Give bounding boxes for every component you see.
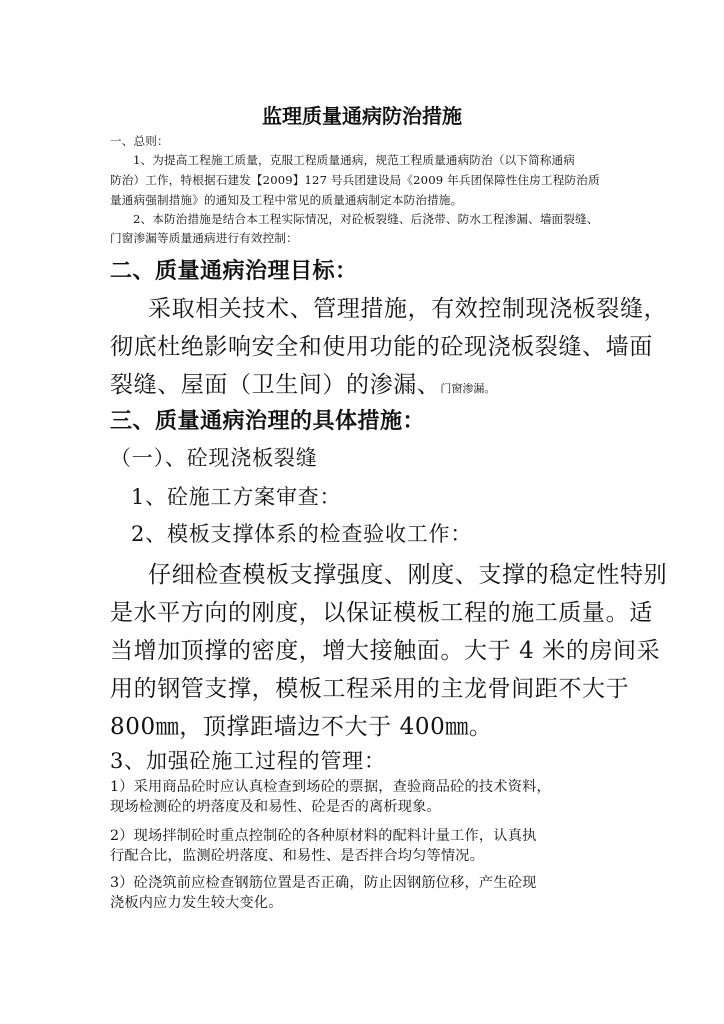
measure-3-line-1: 3）砼浇筑前应检查钢筋位置是否正确，防止因钢筋位移，产生砼现 <box>110 875 537 891</box>
measure-2-line-1: 2）现场拌制砼时重点控制砼的各种原材料的配料计量工作，认真执 <box>110 828 537 844</box>
general-paragraph-1-line-1: 1、为提高工程施工质量，克服工程质量通病，规范工程质量通病防治（以下简称通病 <box>133 153 576 167</box>
measure-3-line-2: 浇板内应力发生较大变化。 <box>110 895 283 911</box>
section-2-line-1: 采取相关技术、管理措施，有效控制现浇板裂缝， <box>148 296 668 322</box>
measure-1-line-2: 现场检测砼的坍落度及和易性、砼是否的离析现象。 <box>110 799 441 815</box>
section-2-line-2: 彻底杜绝影响安全和使用功能的砼现浇板裂缝、墙面 <box>110 334 653 360</box>
document-title: 监理质量通病防治措施 <box>262 104 462 128</box>
section-3-heading: 三、质量通病治理的具体措施： <box>110 409 426 434</box>
general-paragraph-1-line-2: 防治）工作，特根据石建发【2009】127 号兵团建设局《2009 年兵团保障性住房工程防治质 <box>110 173 600 187</box>
section-2-heading: 二、质量通病治理目标： <box>110 259 358 284</box>
formwork-paragraph-line-4: 用的钢管支撑，模板工程采用的主龙骨间距不大于 <box>110 676 630 702</box>
section-2-line-3-text: 裂缝、屋面（卫生间）的渗漏、 <box>110 372 441 398</box>
formwork-paragraph-line-1: 仔细检查模板支撑强度、刚度、支撑的稳定性特别 <box>148 562 668 588</box>
measure-2-line-2: 行配合比，监测砼坍落度、和易性、是否拌合均匀等情况。 <box>110 848 485 864</box>
section-2-line-3-small-text: 门窗渗漏。 <box>440 382 496 395</box>
measure-1-line-1: 1）采用商品砼时应认真检查到场砼的票据，查验商品砼的技术资料， <box>110 779 551 795</box>
section-3-item-2: 2、模板支撑体系的检查验收工作： <box>131 522 473 546</box>
general-heading: 一、总则： <box>110 134 169 148</box>
general-paragraph-2-line-1: 2、本防治措施是结合本工程实际情况，对砼板裂缝、后浇带、防水工程渗漏、墙面裂缝、 <box>133 212 599 226</box>
general-paragraph-2-line-2: 门窗渗漏等质量通病进行有效控制： <box>110 231 298 245</box>
section-3-item-3: 3、加强砼施工过程的管理： <box>110 749 386 773</box>
general-paragraph-1-line-3: 量通病强制措施》的通知及工程中常见的质量通病制定本防治措施。 <box>110 193 463 207</box>
section-3-subheading-1: （一）、砼现浇板裂缝 <box>110 446 318 470</box>
formwork-paragraph-line-5: 800㎜，顶撑距墙边不大于 400㎜。 <box>110 714 493 740</box>
formwork-paragraph-line-3: 当增加顶撑的密度，增大接触面。大于 4 米的房间采 <box>110 638 661 664</box>
section-2-line-3 <box>110 366 495 399</box>
section-3-item-1: 1、砼施工方案审查： <box>131 485 342 509</box>
formwork-paragraph-line-2: 是水平方向的刚度，以保证模板工程的施工质量。适 <box>110 600 653 626</box>
